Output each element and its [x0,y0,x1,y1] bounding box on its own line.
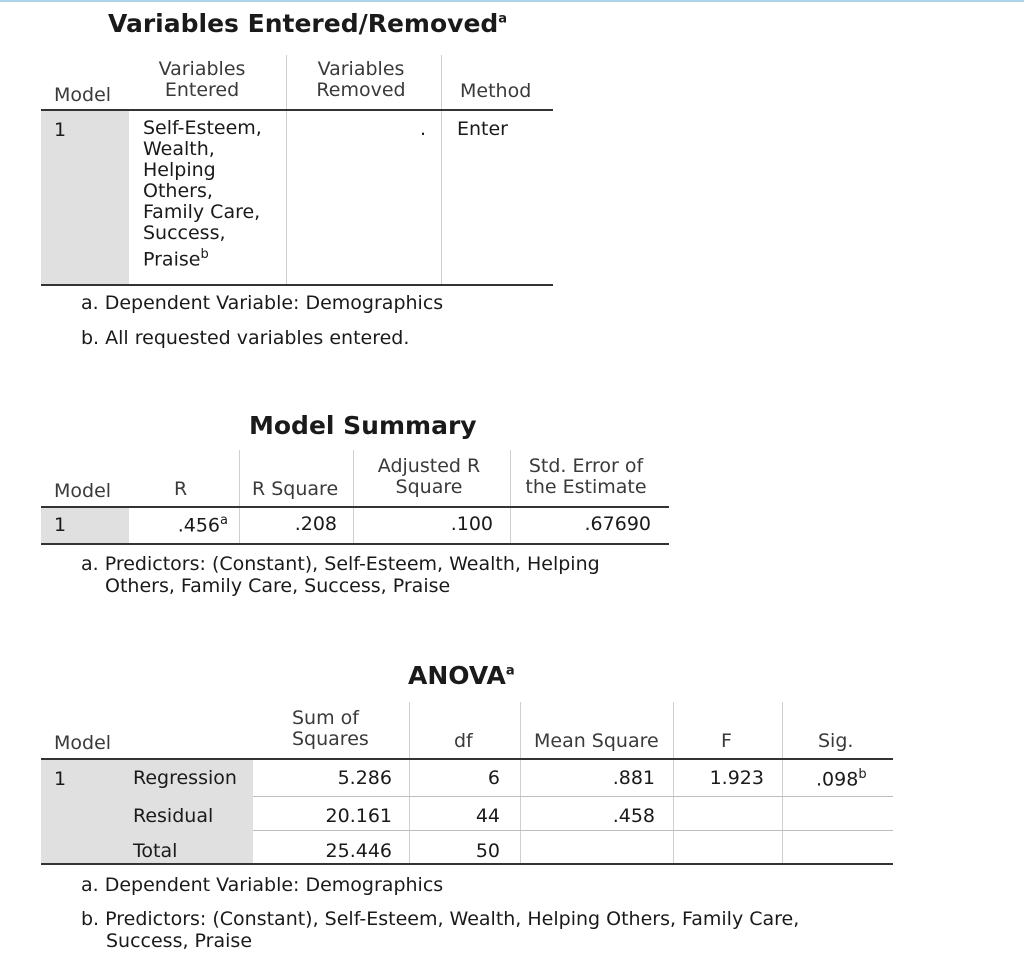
footnote-a: a. Dependent Variable: Demographics [81,874,444,896]
col-divider [782,702,783,864]
cell-method: Enter [457,118,508,140]
row-label: Total [133,840,178,862]
cell-r-square: .208 [294,513,337,535]
table-title [408,661,515,690]
col-divider [510,450,511,544]
cell-df: 50 [475,840,500,862]
cell-r [140,513,228,536]
top-border [0,0,1024,2]
footnote-b-line2: Success, Praise [106,930,253,952]
row-label: Regression [133,767,237,789]
header-removed-line2: Removed [316,79,406,101]
col-divider [353,450,354,544]
row-divider [253,796,893,797]
header-model: Model [54,732,112,754]
header-ss-line1: Sum of [292,707,359,729]
cell-std-error: .67690 [584,513,651,535]
cell-df: 6 [487,767,500,789]
header-rule [41,109,553,111]
header-adjusted-line1: Adjusted R [377,455,481,477]
sig-value: .098 [816,768,859,791]
header-std-error-line2: the Estimate [525,476,647,498]
cell-adjusted-r-square: .100 [450,513,493,535]
title-text: ANOVA [408,661,506,690]
cell-sig [816,767,867,790]
footnote-b-line1: b. Predictors: (Constant), Self-Esteem, Wealth, Helping Others, Family Care, [81,908,800,930]
header-sum-of-squares [292,708,369,750]
header-df: df [454,730,473,752]
col-divider [520,702,521,864]
row-model: 1 [54,768,67,790]
cell-mean-square: .881 [612,767,655,789]
footnote-a-line1: a. Predictors: (Constant), Self-Esteem, Wealth, Helping [81,553,600,575]
header-mean-square: Mean Square [534,730,659,752]
entered-line: Helping [143,159,216,181]
header-entered [140,59,264,101]
header-adjusted-line2: Square [395,476,463,498]
header-rule [41,506,669,508]
footnote-marker: b [200,247,209,262]
header-removed-line1: Variables [317,58,405,80]
entered-line: Success, [143,222,226,244]
title-text: Variables Entered/Removed [108,9,499,38]
row-model: 1 [54,119,67,141]
entered-line: Self-Esteem, [143,117,262,139]
entered-line-last [143,244,262,270]
header-ss-line2: Squares [292,728,369,750]
footnote-marker: b [858,767,867,782]
row-label: Residual [133,805,214,827]
entered-line: Wealth, [143,138,215,160]
cell-sum-of-squares: 20.161 [325,805,392,827]
header-f: F [721,730,732,752]
header-std-error [518,456,654,498]
bottom-rule [41,863,893,865]
header-model: Model [54,480,112,502]
cell-sum-of-squares: 25.446 [325,840,392,862]
header-r: R [174,478,188,500]
header-entered-line2: Entered [164,79,240,101]
col-divider [239,450,240,544]
col-divider [441,55,442,285]
entered-line: Others, [143,180,213,202]
cell-f: 1.923 [709,767,764,789]
cell-variables-entered [143,118,262,270]
col-divider [673,702,674,864]
row-divider [253,830,893,831]
r-value: .456 [177,514,221,537]
col-divider [286,55,287,285]
col-divider [409,702,410,864]
cell-variables-removed: . [419,118,426,140]
cell-df: 44 [475,805,500,827]
header-sig: Sig. [818,730,854,752]
header-std-error-line1: Std. Error of [528,455,644,477]
title-footnote-marker: a [505,663,515,679]
header-entered-line1: Variables [158,58,246,80]
footnote-b: b. All requested variables entered. [81,327,410,349]
header-model: Model [54,84,112,106]
title-footnote-marker: a [498,11,508,27]
table-title: Model Summary [249,411,477,440]
footnote-a-line2: Others, Family Care, Success, Praise [105,575,451,597]
header-rule [41,758,893,760]
footnote-marker: a [220,513,228,528]
header-r-square: R Square [252,478,339,500]
entered-line: Family Care, [143,201,261,223]
table-title [108,9,507,38]
header-adjusted-r-square [362,456,496,498]
bottom-rule [41,284,553,286]
row-model: 1 [54,514,67,536]
header-removed [296,59,426,101]
cell-mean-square: .458 [612,805,655,827]
footnote-a: a. Dependent Variable: Demographics [81,292,444,314]
bottom-rule [41,543,669,545]
entered-line: Praise [143,248,201,271]
cell-sum-of-squares: 5.286 [337,767,392,789]
header-method: Method [460,80,532,102]
